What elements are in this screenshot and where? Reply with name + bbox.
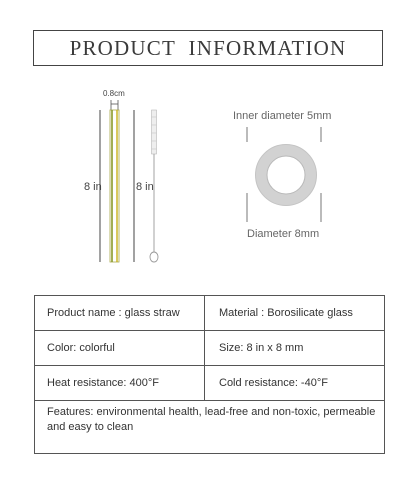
glass-straw	[110, 110, 119, 262]
title-box	[33, 30, 383, 66]
cross-section-ring	[247, 127, 321, 222]
page-title: PRODUCT INFORMATION	[69, 35, 347, 60]
inner-diameter-label: Inner diameter 5mm	[233, 110, 332, 122]
spec-product-name: Product name : glass straw	[35, 296, 205, 331]
outer-diameter-label: Diameter 8mm	[247, 228, 320, 240]
table-row	[35, 296, 385, 331]
width-dimension-marker	[111, 100, 118, 110]
brush-length-label: 8 in	[136, 181, 154, 193]
table-row	[35, 366, 385, 401]
spec-cold-resistance: Cold resistance: -40°F	[205, 366, 385, 401]
product-illustration	[0, 80, 417, 280]
spec-table	[34, 295, 385, 454]
spec-color: Color: colorful	[35, 331, 205, 366]
spec-features: Features: environmental health, lead-free and non-toxic, permeable and easy to clean	[35, 401, 385, 454]
spec-heat-resistance: Heat resistance: 400°F	[35, 366, 205, 401]
table-row	[35, 331, 385, 366]
table-row	[35, 401, 385, 454]
straw-diagram	[0, 80, 417, 280]
straw-length-label: 8 in	[84, 181, 102, 193]
straw-width-label: 0.8cm	[103, 89, 125, 98]
spec-size: Size: 8 in x 8 mm	[205, 331, 385, 366]
spec-material: Material : Borosilicate glass	[205, 296, 385, 331]
